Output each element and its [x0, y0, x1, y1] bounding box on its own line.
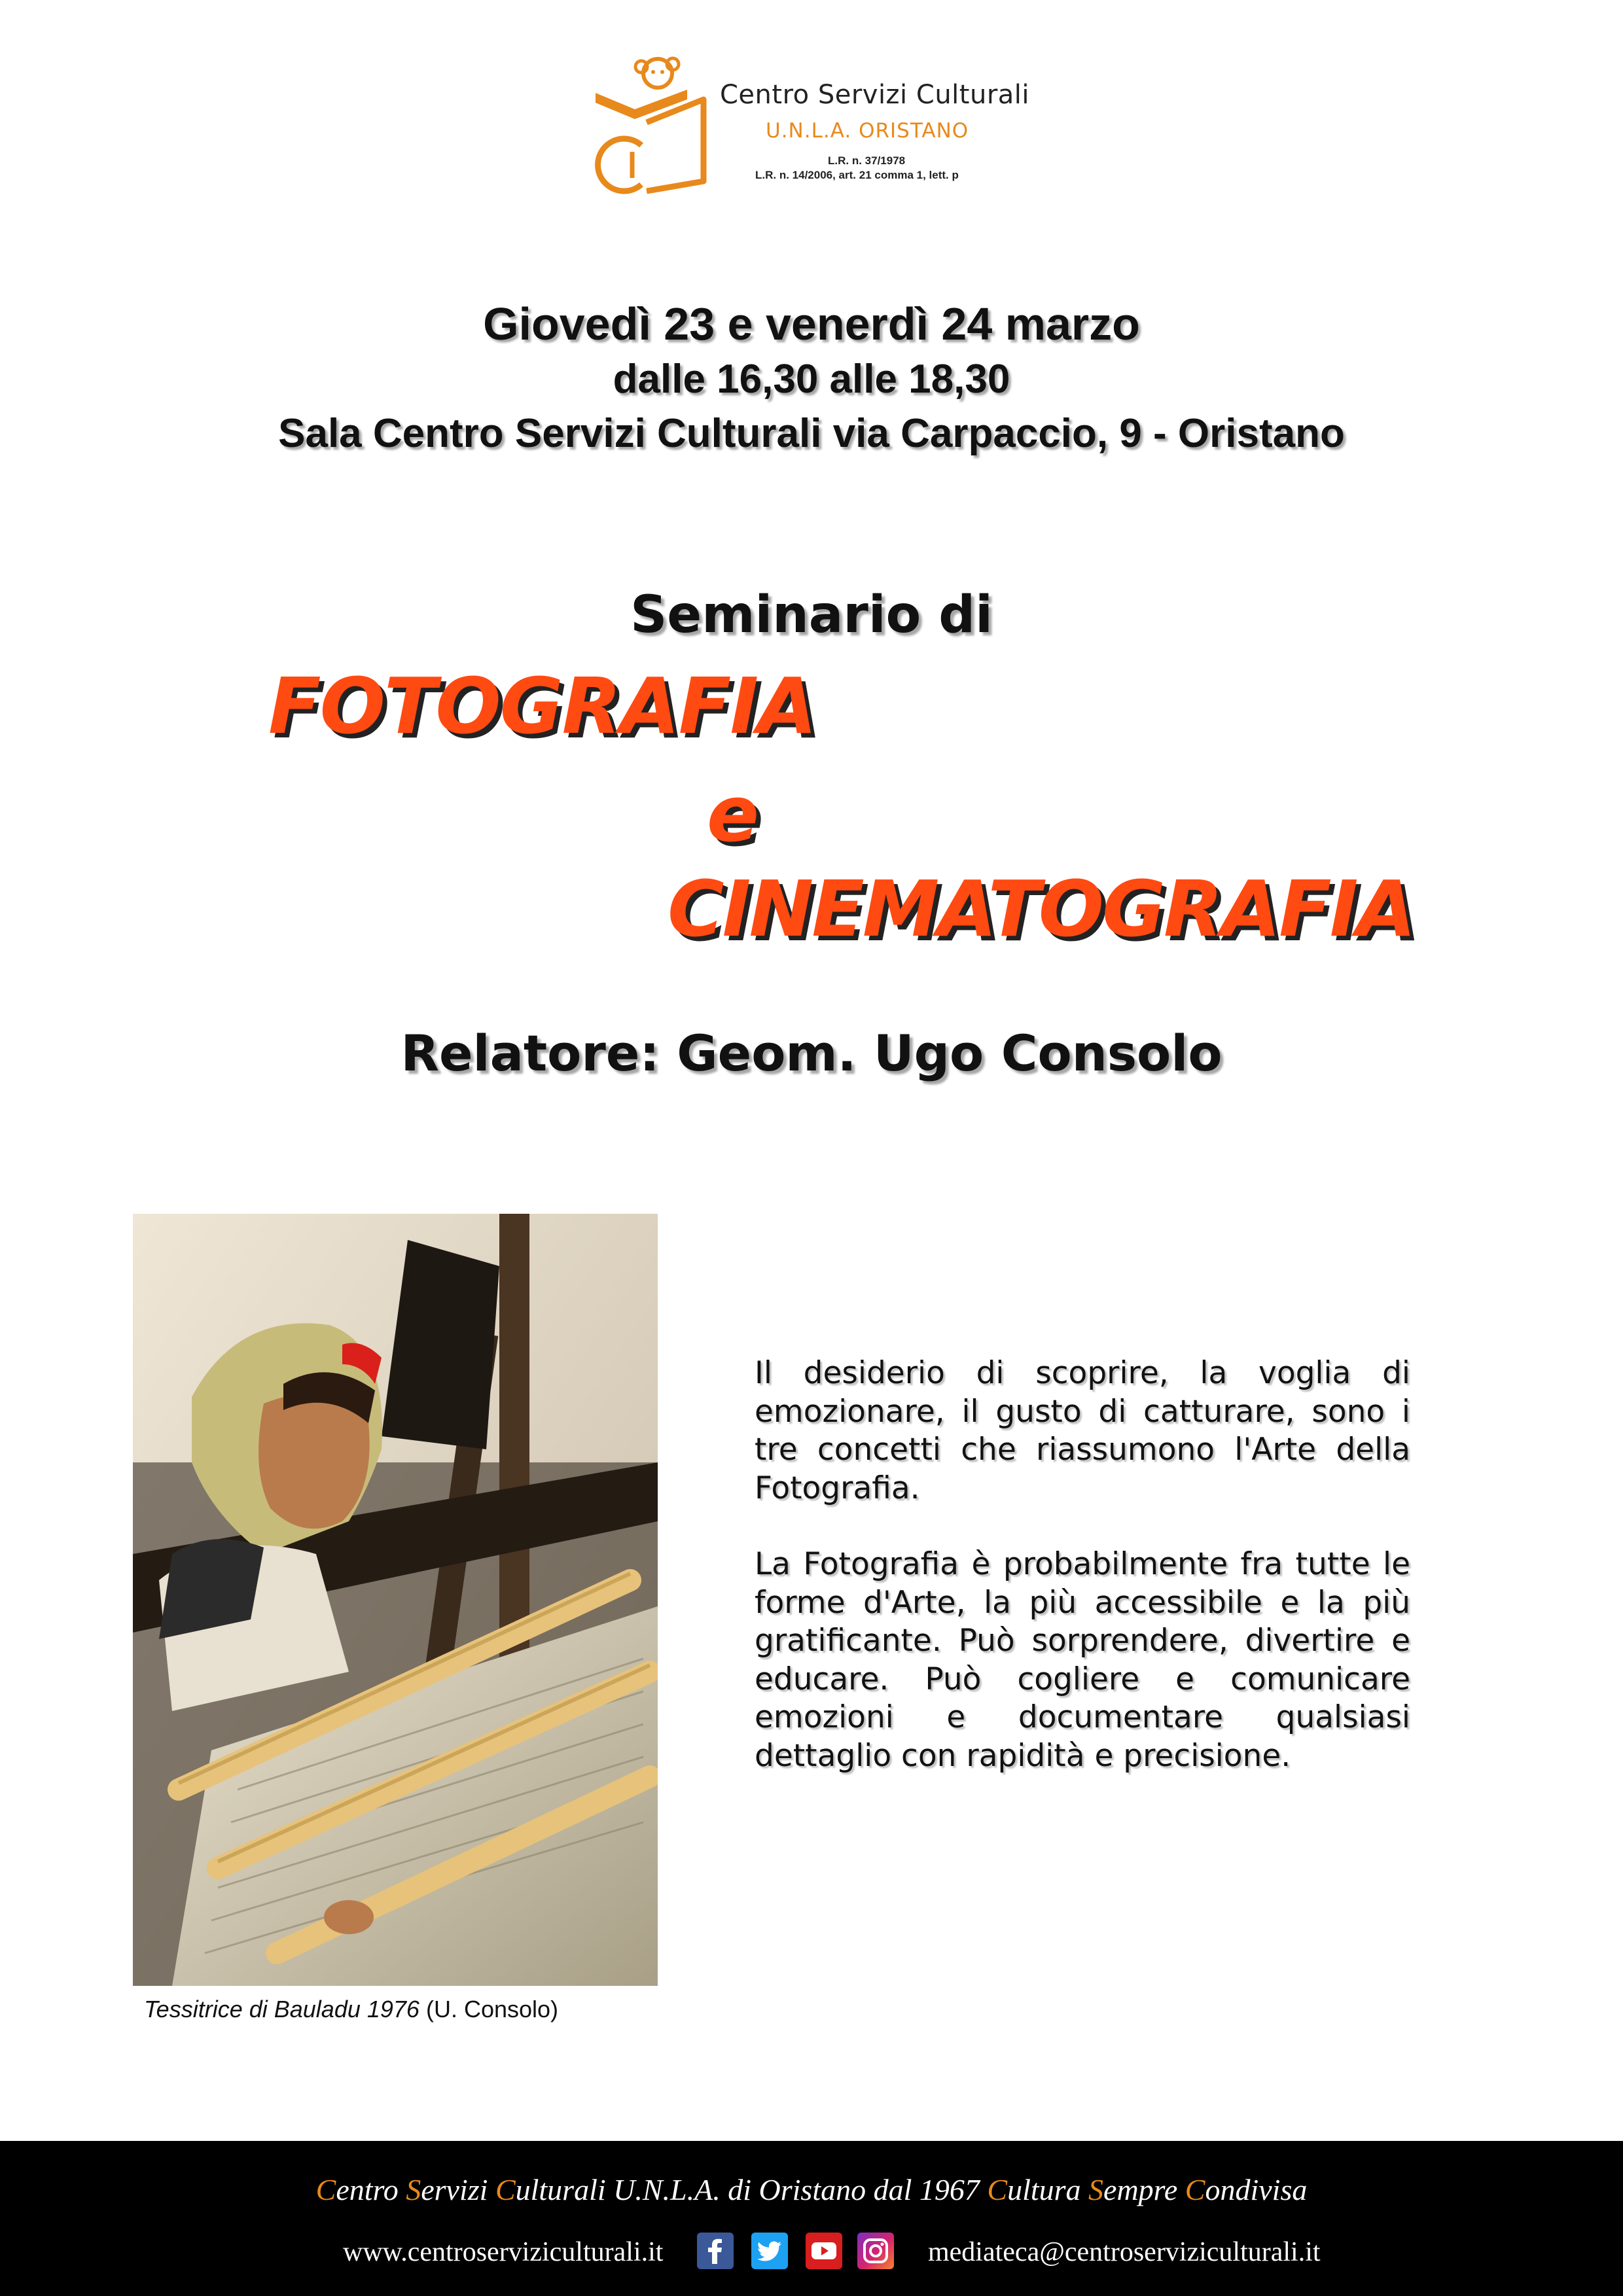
event-time: dalle 16,30 alle 18,30 [613, 357, 1010, 402]
weaver-photo [133, 1214, 658, 1986]
facebook-icon[interactable] [697, 2233, 734, 2269]
organization-logo [589, 54, 1060, 198]
email-link[interactable]: mediateca@centroserviziculturali.it [928, 2237, 1321, 2267]
title-conjunction: e [707, 769, 760, 859]
speaker-line: Relatore: Geom. Ugo Consolo [401, 1024, 1222, 1082]
description-paragraph-1: Il desiderio di scoprire, la voglia di emozionare, il gusto di catturare, sono i tre concetti che riassumono l'Arte della Fotografia. [755, 1355, 1410, 1506]
twitter-icon[interactable] [751, 2233, 788, 2269]
description-paragraph-2: La Fotografia è probabilmente fra tutte le forme d'Arte, la più accessibile e la più gratificante. Può sorprendere, divertire e educare. Può cogliere e comunicare emozioni e documentare qualsiasi dettaglio con rapidità e precisione. [755, 1546, 1410, 1774]
organization-subtitle: U.N.L.A. ORISTANO [766, 119, 969, 143]
instagram-icon[interactable] [857, 2233, 894, 2269]
footer-tagline: Centro Servizi Culturali U.N.L.A. di Oristano dal 1967 Cultura Sempre Condivisa [315, 2173, 1308, 2206]
youtube-icon[interactable] [806, 2233, 842, 2269]
seminar-intro: Seminario di [630, 586, 993, 645]
title-fotografia: FOTOGRAFIA [268, 661, 816, 751]
law-reference-1: L.R. n. 37/1978 [828, 154, 906, 167]
footer-contact-row [0, 2233, 1623, 2272]
law-reference-2: L.R. n. 14/2006, art. 21 comma 1, lett. p [755, 169, 959, 181]
footer-bar [0, 2141, 1623, 2296]
event-date: Giovedì 23 e venerdì 24 marzo [483, 298, 1140, 349]
caption-credit: (U. Consolo) [419, 1996, 559, 2022]
title-cinematografia: CINEMATOGRAFIA [668, 864, 1414, 954]
event-place: Sala Centro Servizi Culturali via Carpaccio, 9 - Oristano [278, 411, 1345, 456]
description-text [755, 1354, 1410, 1813]
website-link[interactable]: www.centroserviziculturali.it [343, 2237, 664, 2267]
caption-title: Tessitrice di Bauladu 1976 [144, 1996, 419, 2022]
organization-name: Centro Servizi Culturali [720, 80, 1029, 110]
photo-caption [144, 1996, 558, 2023]
book-mascot-logo-icon [589, 54, 720, 198]
